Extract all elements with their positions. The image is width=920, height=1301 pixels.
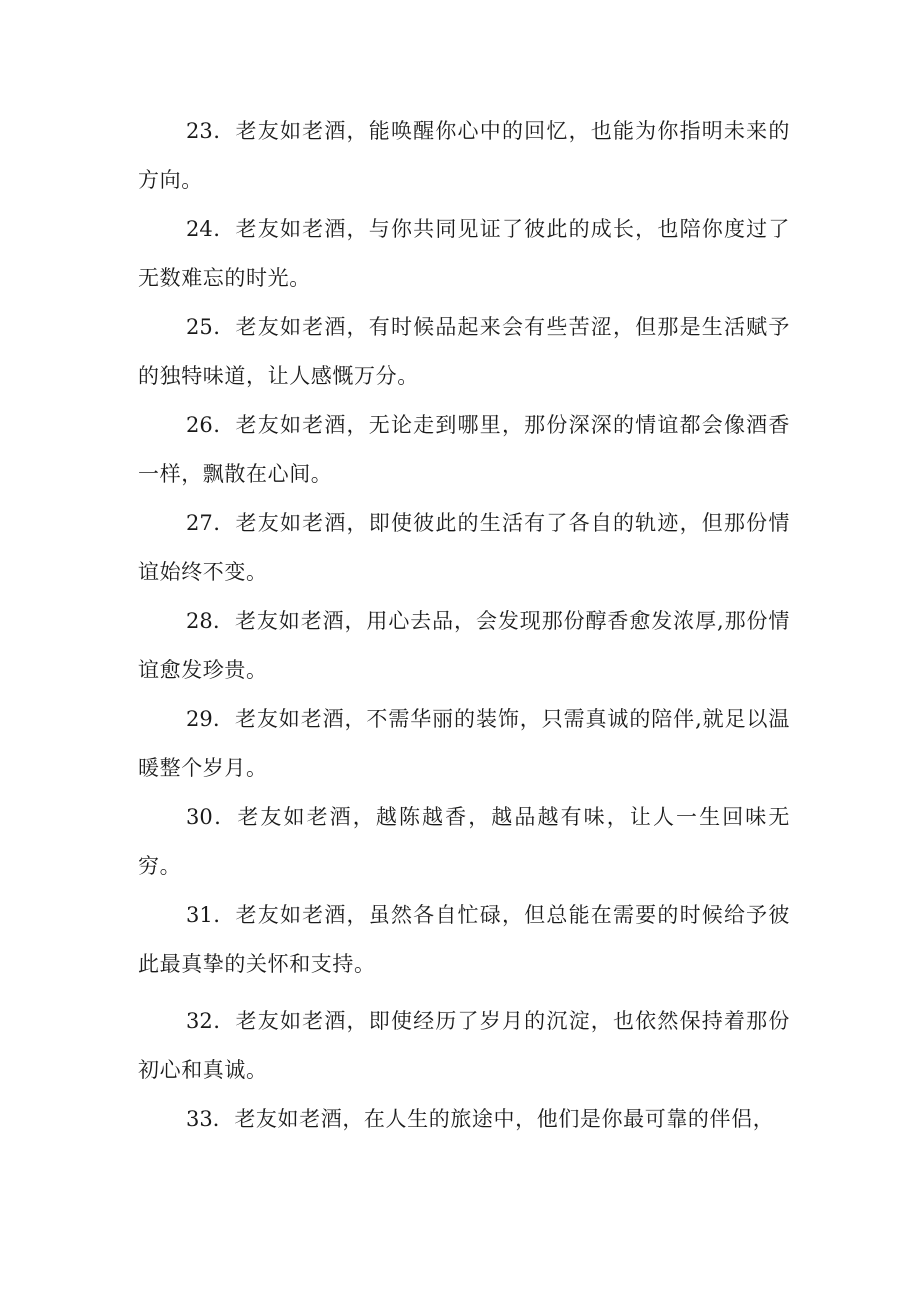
paragraph-29: [138, 695, 790, 793]
paragraph-text: ．老友如老酒，在人生的旅途中，他们是你最可靠的伴侣，: [212, 1107, 775, 1131]
paragraph-text: ．老友如老酒，即使经历了岁月的沉淀，也依然保持着那份初心和真诚。: [138, 1009, 790, 1082]
paragraph-number: 31: [186, 903, 213, 927]
paragraph-31: [138, 891, 790, 989]
paragraph-33: [138, 1095, 790, 1144]
paragraph-26: [138, 401, 790, 499]
paragraph-text: ．老友如老酒，无论走到哪里，那份深深的情谊都会像酒香一样，飘散在心间。: [138, 413, 790, 486]
paragraph-number: 30: [186, 805, 213, 829]
paragraph-number: 32: [186, 1009, 213, 1033]
paragraph-30: [138, 793, 790, 891]
paragraph-number: 25: [186, 315, 213, 339]
paragraph-text: ．老友如老酒，越陈越香，越品越有味，让人一生回味无穷。: [138, 805, 790, 878]
paragraph-number: 24: [186, 217, 213, 241]
paragraph-28: [138, 597, 790, 695]
paragraph-23: [138, 107, 790, 205]
paragraph-number: 23: [186, 119, 213, 143]
paragraph-text: ．老友如老酒，即使彼此的生活有了各自的轨迹，但那份情谊始终不变。: [138, 511, 790, 584]
paragraph-text: ．老友如老酒，能唤醒你心中的回忆，也能为你指明未来的方向。: [138, 119, 790, 192]
paragraph-24: [138, 205, 790, 303]
paragraph-text: ．老友如老酒，虽然各自忙碌，但总能在需要的时候给予彼此最真挚的关怀和支持。: [138, 903, 790, 976]
paragraph-number: 29: [186, 707, 213, 731]
paragraph-27: [138, 499, 790, 597]
paragraph-number: 26: [186, 413, 213, 437]
paragraph-number: 27: [186, 511, 213, 535]
paragraph-number: 28: [186, 609, 213, 633]
paragraph-number: 33: [186, 1107, 213, 1131]
paragraph-text: ．老友如老酒，有时候品起来会有些苦涩，但那是生活赋予的独特味道，让人感慨万分。: [138, 315, 790, 388]
paragraph-text: ．老友如老酒，用心去品，会发现那份醇香愈发浓厚,那份情谊愈发珍贵。: [138, 609, 790, 682]
paragraph-25: [138, 303, 790, 401]
paragraph-text: ．老友如老酒，与你共同见证了彼此的成长，也陪你度过了无数难忘的时光。: [138, 217, 790, 290]
paragraph-32: [138, 997, 790, 1095]
paragraph-text: ．老友如老酒，不需华丽的装饰，只需真诚的陪伴,就足以温暖整个岁月。: [138, 707, 790, 780]
